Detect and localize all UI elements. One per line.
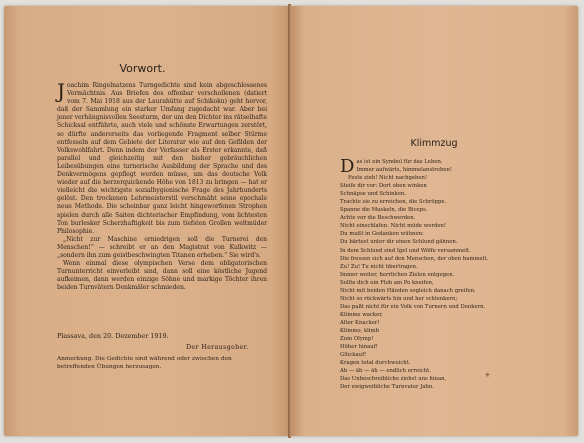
poem-line: Nicht so rückwärts hin und her schlenkern;	[340, 295, 458, 302]
place-date: Plassava, den 20. Dezember 1919.	[57, 332, 169, 340]
poem-line: Spanne die Muskeln, die Biceps.	[340, 207, 428, 214]
foreword-paragraph	[57, 79, 267, 236]
poem-line: Trachte sie zu erreichen, die Schröppe.	[340, 199, 447, 206]
foreword-dropcap: J	[57, 79, 65, 103]
foreword-paragraph: Wenn einmal diese olympischen Verse dem obligatorischen Turnunterricht einverleibt sind, dann soll eine köstliche Jugend aufkeimen, dann werden einzige Söhne und markige Töchter ihren beiden Turnvätern Denkmäler schmieden.	[57, 260, 267, 292]
poem-line: Nicht mit beiden Händen sogleich danach greifen.	[340, 287, 476, 294]
poem-line: Das paßt nicht für ein Volk von Turnern und Denkern.	[340, 303, 486, 310]
poem-line: Du bärtest unter dir einen Schlund gähnen.	[340, 239, 458, 246]
poem-line: Das Unbeschreibliche ziehst uns hinan,	[340, 376, 447, 383]
foreword-paragraph: „Nicht zur Maschine erniedrigen soll die Turnerei den Menschen!“ — schreibt er an den Magistrat von Kulkwitz — „sondern ihn zum geistbeschwingten Titanen erheben.“ Sie wird's.	[57, 235, 267, 259]
poem-line: Die fressen sich auf den Menschen, der oben bammelt.	[340, 255, 489, 262]
poem-line: Glückauf!	[340, 352, 367, 359]
foreword-title: Vorwort.	[119, 62, 166, 75]
poem-title: Klimmzug	[410, 138, 458, 149]
poem-line: Schnäpse und Schinken.	[340, 191, 406, 198]
poem-line: Du mußt in Gedanken wühnen:	[340, 231, 424, 238]
poem-line: Klimmo, klimb	[340, 327, 379, 334]
poem-line: Zu! Zu! Tu nicht übertragen.	[340, 263, 418, 270]
poem-line: Klimme wacker,	[340, 311, 383, 318]
poem-line: Der ewigweibliche Turnvater Jahn.	[340, 384, 434, 391]
foreword-body	[57, 79, 267, 292]
page-mark: ✳	[485, 372, 491, 379]
poem-line: Kragen total durchweicht.	[340, 360, 411, 367]
footnote: Anmerkung. Die Gedichte sind während oder zwischen den betreffenden Übungen herzusagen.	[57, 356, 232, 370]
poem-line: Zum Olymp!	[340, 336, 374, 343]
poem-line: Steife dir vor: Dort oben winken	[340, 183, 427, 190]
foreword-paragraph-text: oachim Ringelnatzens Turngedichte sind kein abgeschlossenes Vermächtnis. Aus Briefen des offenbar verschollenen (datiert vom 7. Mai 1918 aus der Laurahütte auf Schikoku) geht hervor, daß der Sammlung ein starker Umfang zugedacht war. Aber bei jener verhängnisvollen Seesturm, der um den Dichter ins rätselhafte Schicksal entführte, auch viele und schönste Erwartungen zerstört, so dürfte andererseits das vorliegende Fragment selber Stürme entfesseln auf dem Gebiete der Literatur wie auf den Gefilden der Volkswohlfahrt. Denn indem der Verfasser als Erster erkannte, daß parallel und gleichzeitig mit den bisher gebräuchlichen Leibesübungen eine turnerische Ausbildung der Sprache und des Denkvermögens gepflegt werden müsse, um das deutsche Volk wieder auf die herzerquickende Höhe von 1813 zu bringen — hat er vielleicht die wichtigste sozialhygienische Frage des Jahrhunderts gelöst. Den trockenen Lehrmeisterstil verschmäht seine epochale neue Methode. Die scheinbar ganz leicht hingeworfenen Strophen spielen durch alle Saiten dichterischer Empfindung, vom lichtesten Ton burlesker Scherzhaftigkeit bis zum tiefsten Grollen weltmüder Philosophie.	[57, 82, 267, 235]
poem-line: Ah — äh — äh — endlich erreicht.	[340, 368, 431, 375]
poem-line: Alter Knacker!	[340, 319, 380, 326]
poem-line: Feste zieh! Nicht nachgeben!	[348, 175, 428, 182]
poem-line: Achte vor die Beschwerden.	[340, 215, 416, 222]
poem-line: Nicht einschlafen. Nicht müde werden!	[340, 223, 447, 230]
poem-line: Immer aufwärts, himmelanstreben!	[356, 167, 453, 174]
poem-body	[340, 158, 540, 391]
poem-line: Höher hinauf!	[340, 344, 378, 351]
editor-signature: Der Herausgeber.	[186, 343, 249, 351]
poem-line: Sollte dich ein Floh am Po kneifen,	[340, 279, 434, 286]
poem-line: In dem Schlund sind Igel und Wölfe versammelt.	[340, 247, 471, 254]
poem-line: Immer weiter, herrlichen Zielen entgegen.	[340, 271, 455, 278]
poem-line: as ist ein Symbol für das Leben.	[356, 159, 443, 165]
poem-dropcap: D	[340, 156, 355, 177]
